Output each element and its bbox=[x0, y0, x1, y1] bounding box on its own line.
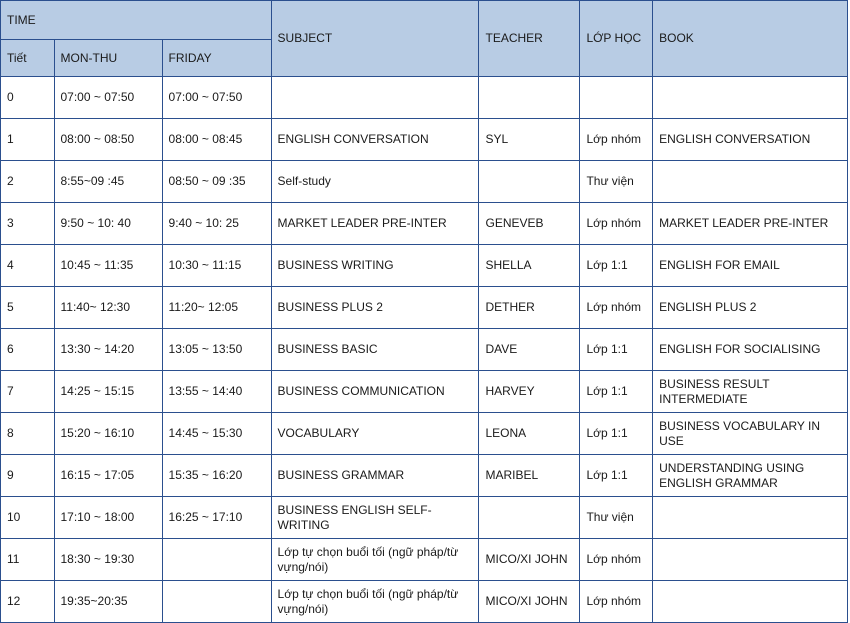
cell-mon-thu: 10:45 ~ 11:35 bbox=[54, 245, 162, 287]
cell-friday: 9:40 ~ 10: 25 bbox=[162, 203, 271, 245]
header-book: BOOK bbox=[653, 1, 848, 77]
cell-subject: BUSINESS WRITING bbox=[271, 245, 479, 287]
cell-mon-thu: 19:35~20:35 bbox=[54, 581, 162, 623]
cell-teacher: LEONA bbox=[479, 413, 580, 455]
cell-mon-thu: 16:15 ~ 17:05 bbox=[54, 455, 162, 497]
cell-mon-thu: 14:25 ~ 15:15 bbox=[54, 371, 162, 413]
table-row bbox=[1, 455, 848, 497]
header-mon-thu: MON-THU bbox=[54, 40, 162, 77]
table-row bbox=[1, 329, 848, 371]
header-time-group: TIME bbox=[1, 1, 272, 40]
cell-friday: 08:00 ~ 08:45 bbox=[162, 119, 271, 161]
cell-book: ENGLISH CONVERSATION bbox=[653, 119, 848, 161]
cell-friday: 15:35 ~ 16:20 bbox=[162, 455, 271, 497]
cell-book bbox=[653, 581, 848, 623]
cell-subject: ENGLISH CONVERSATION bbox=[271, 119, 479, 161]
header-row-time bbox=[1, 1, 848, 40]
cell-lop-hoc: Lớp 1:1 bbox=[580, 329, 653, 371]
cell-lop-hoc bbox=[580, 77, 653, 119]
cell-lop-hoc: Lớp 1:1 bbox=[580, 245, 653, 287]
header-teacher: TEACHER bbox=[479, 1, 580, 77]
cell-friday: 08:50 ~ 09 :35 bbox=[162, 161, 271, 203]
table-row bbox=[1, 245, 848, 287]
cell-tiet: 7 bbox=[1, 371, 55, 413]
cell-teacher: SYL bbox=[479, 119, 580, 161]
cell-book: ENGLISH FOR SOCIALISING bbox=[653, 329, 848, 371]
cell-lop-hoc: Lớp 1:1 bbox=[580, 455, 653, 497]
table-row bbox=[1, 581, 848, 623]
cell-subject: BUSINESS BASIC bbox=[271, 329, 479, 371]
cell-teacher: MARIBEL bbox=[479, 455, 580, 497]
table-row bbox=[1, 119, 848, 161]
table-header bbox=[1, 1, 848, 77]
cell-book bbox=[653, 161, 848, 203]
cell-teacher: SHELLA bbox=[479, 245, 580, 287]
cell-subject bbox=[271, 77, 479, 119]
cell-subject: BUSINESS COMMUNICATION bbox=[271, 371, 479, 413]
cell-book: UNDERSTANDING USING ENGLISH GRAMMAR bbox=[653, 455, 848, 497]
cell-subject: BUSINESS ENGLISH SELF-WRITING bbox=[271, 497, 479, 539]
cell-teacher: MICO/XI JOHN bbox=[479, 581, 580, 623]
cell-teacher: MICO/XI JOHN bbox=[479, 539, 580, 581]
table-row bbox=[1, 413, 848, 455]
cell-friday: 14:45 ~ 15:30 bbox=[162, 413, 271, 455]
cell-friday: 16:25 ~ 17:10 bbox=[162, 497, 271, 539]
cell-mon-thu: 18:30 ~ 19:30 bbox=[54, 539, 162, 581]
header-friday: FRIDAY bbox=[162, 40, 271, 77]
cell-teacher bbox=[479, 497, 580, 539]
cell-friday bbox=[162, 581, 271, 623]
cell-mon-thu: 11:40~ 12:30 bbox=[54, 287, 162, 329]
cell-friday: 10:30 ~ 11:15 bbox=[162, 245, 271, 287]
cell-friday: 11:20~ 12:05 bbox=[162, 287, 271, 329]
cell-subject: Lớp tự chọn buổi tối (ngữ pháp/từ vựng/nói) bbox=[271, 539, 479, 581]
cell-lop-hoc: Lớp nhóm bbox=[580, 203, 653, 245]
cell-teacher bbox=[479, 77, 580, 119]
table-row bbox=[1, 203, 848, 245]
cell-teacher bbox=[479, 161, 580, 203]
header-lop-hoc: LỚP HỌC bbox=[580, 1, 653, 77]
cell-tiet: 6 bbox=[1, 329, 55, 371]
cell-tiet: 9 bbox=[1, 455, 55, 497]
cell-book bbox=[653, 497, 848, 539]
cell-teacher: DAVE bbox=[479, 329, 580, 371]
cell-tiet: 4 bbox=[1, 245, 55, 287]
cell-tiet: 8 bbox=[1, 413, 55, 455]
cell-teacher: HARVEY bbox=[479, 371, 580, 413]
cell-mon-thu: 9:50 ~ 10: 40 bbox=[54, 203, 162, 245]
table-row bbox=[1, 161, 848, 203]
cell-book: ENGLISH FOR EMAIL bbox=[653, 245, 848, 287]
cell-book bbox=[653, 77, 848, 119]
cell-mon-thu: 8:55~09 :45 bbox=[54, 161, 162, 203]
cell-teacher: GENEVEB bbox=[479, 203, 580, 245]
table-body bbox=[1, 77, 848, 623]
cell-lop-hoc: Lớp 1:1 bbox=[580, 413, 653, 455]
cell-mon-thu: 08:00 ~ 08:50 bbox=[54, 119, 162, 161]
cell-lop-hoc: Lớp nhóm bbox=[580, 539, 653, 581]
cell-tiet: 2 bbox=[1, 161, 55, 203]
cell-friday: 13:05 ~ 13:50 bbox=[162, 329, 271, 371]
cell-tiet: 11 bbox=[1, 539, 55, 581]
cell-book: MARKET LEADER PRE-INTER bbox=[653, 203, 848, 245]
table-row bbox=[1, 77, 848, 119]
cell-subject: BUSINESS GRAMMAR bbox=[271, 455, 479, 497]
cell-book: ENGLISH PLUS 2 bbox=[653, 287, 848, 329]
cell-tiet: 3 bbox=[1, 203, 55, 245]
cell-subject: VOCABULARY bbox=[271, 413, 479, 455]
cell-mon-thu: 17:10 ~ 18:00 bbox=[54, 497, 162, 539]
cell-tiet: 10 bbox=[1, 497, 55, 539]
cell-teacher: DETHER bbox=[479, 287, 580, 329]
cell-book: BUSINESS RESULT INTERMEDIATE bbox=[653, 371, 848, 413]
table-row bbox=[1, 497, 848, 539]
table-row bbox=[1, 287, 848, 329]
header-tiet: Tiết bbox=[1, 40, 55, 77]
cell-mon-thu: 07:00 ~ 07:50 bbox=[54, 77, 162, 119]
cell-book: BUSINESS VOCABULARY IN USE bbox=[653, 413, 848, 455]
cell-tiet: 0 bbox=[1, 77, 55, 119]
cell-subject: MARKET LEADER PRE-INTER bbox=[271, 203, 479, 245]
cell-lop-hoc: Lớp nhóm bbox=[580, 287, 653, 329]
cell-tiet: 1 bbox=[1, 119, 55, 161]
cell-tiet: 12 bbox=[1, 581, 55, 623]
cell-mon-thu: 13:30 ~ 14:20 bbox=[54, 329, 162, 371]
cell-subject: Self-study bbox=[271, 161, 479, 203]
cell-lop-hoc: Lớp nhóm bbox=[580, 119, 653, 161]
cell-subject: Lớp tự chọn buổi tối (ngữ pháp/từ vựng/nói) bbox=[271, 581, 479, 623]
cell-tiet: 5 bbox=[1, 287, 55, 329]
cell-friday: 13:55 ~ 14:40 bbox=[162, 371, 271, 413]
cell-mon-thu: 15:20 ~ 16:10 bbox=[54, 413, 162, 455]
cell-lop-hoc: Thư viện bbox=[580, 161, 653, 203]
cell-lop-hoc: Lớp nhóm bbox=[580, 581, 653, 623]
table-row bbox=[1, 371, 848, 413]
cell-subject: BUSINESS PLUS 2 bbox=[271, 287, 479, 329]
cell-friday: 07:00 ~ 07:50 bbox=[162, 77, 271, 119]
cell-lop-hoc: Thư viện bbox=[580, 497, 653, 539]
header-subject: SUBJECT bbox=[271, 1, 479, 77]
cell-lop-hoc: Lớp 1:1 bbox=[580, 371, 653, 413]
